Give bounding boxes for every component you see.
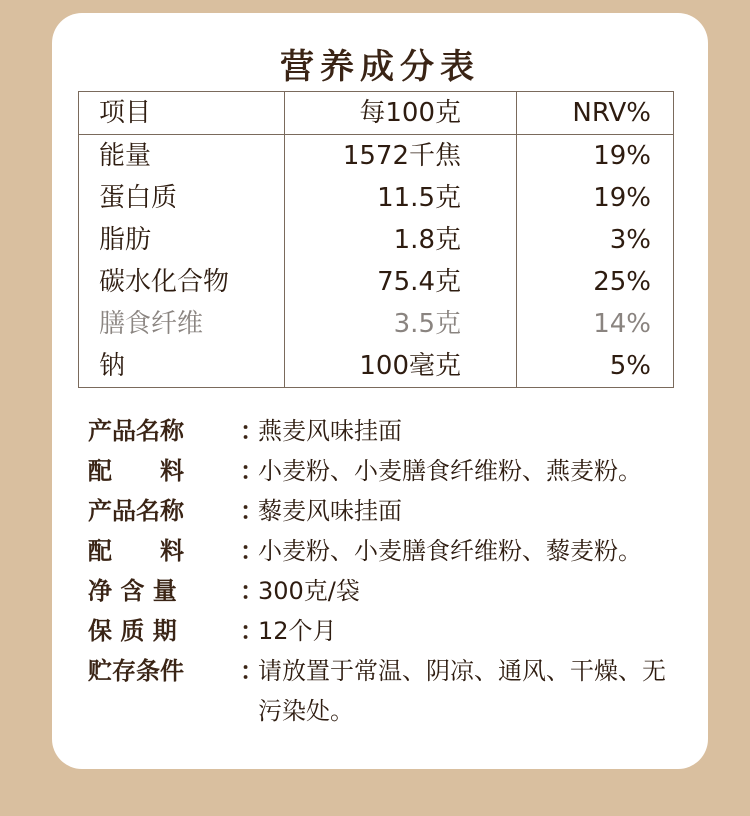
nutrition-table bbox=[78, 91, 674, 388]
info-colon: ： bbox=[240, 577, 264, 605]
info-colon: ： bbox=[240, 617, 264, 645]
info-row-ingredients bbox=[88, 531, 688, 571]
info-label: 保 质 期 bbox=[88, 617, 177, 645]
row-nrv: 25% bbox=[593, 267, 651, 297]
row-nrv: 3% bbox=[609, 225, 651, 255]
page-title: 营养成分表 bbox=[280, 47, 480, 87]
row-per100g: 3.5克 bbox=[393, 309, 461, 339]
row-nrv: 14% bbox=[593, 309, 651, 339]
row-per100g: 11.5克 bbox=[377, 183, 461, 213]
info-value: 燕麦风味挂面 bbox=[258, 417, 402, 445]
info-value: 12个月 bbox=[258, 617, 337, 645]
row-per100g: 1.8克 bbox=[393, 225, 461, 255]
row-item: 脂肪 bbox=[99, 225, 152, 255]
table-row bbox=[79, 177, 673, 219]
info-colon: ： bbox=[240, 457, 264, 485]
table-row bbox=[79, 135, 673, 177]
table-row bbox=[79, 219, 673, 261]
row-per100g: 100毫克 bbox=[359, 351, 461, 381]
row-nrv: 5% bbox=[609, 351, 651, 381]
info-row-product-name bbox=[88, 491, 688, 531]
row-nrv: 19% bbox=[593, 141, 651, 171]
table-row bbox=[79, 261, 673, 303]
info-value: 请放置于常温、阴凉、通风、干燥、无污染处。 bbox=[258, 657, 666, 725]
row-item: 蛋白质 bbox=[99, 183, 178, 213]
info-row-shelf-life bbox=[88, 611, 688, 651]
info-value: 藜麦风味挂面 bbox=[258, 497, 402, 525]
row-nrv: 19% bbox=[593, 183, 651, 213]
info-label: 贮存条件 bbox=[88, 657, 184, 685]
info-colon: ： bbox=[240, 417, 264, 445]
info-label: 净 含 量 bbox=[88, 577, 177, 605]
header-nrv: NRV% bbox=[572, 98, 651, 128]
table-header-row bbox=[79, 92, 673, 134]
header-per100g: 每100克 bbox=[359, 98, 461, 128]
info-colon: ： bbox=[240, 497, 264, 525]
info-row-product-name bbox=[88, 411, 688, 451]
row-item: 能量 bbox=[99, 141, 152, 171]
row-per100g: 1572千焦 bbox=[342, 141, 461, 171]
row-per100g: 75.4克 bbox=[377, 267, 461, 297]
info-colon: ： bbox=[240, 657, 264, 685]
table-row bbox=[79, 303, 673, 345]
info-row-net-content bbox=[88, 571, 688, 611]
info-value: 小麦粉、小麦膳食纤维粉、藜麦粉。 bbox=[258, 537, 642, 565]
info-row-storage bbox=[88, 651, 688, 733]
info-row-ingredients bbox=[88, 451, 688, 491]
info-label: 产品名称 bbox=[88, 497, 184, 525]
row-item: 碳水化合物 bbox=[99, 267, 230, 297]
info-value: 300克/袋 bbox=[258, 577, 360, 605]
row-item: 钠 bbox=[99, 351, 126, 381]
row-item: 膳食纤维 bbox=[99, 309, 204, 339]
info-colon: ： bbox=[240, 537, 264, 565]
info-value: 小麦粉、小麦膳食纤维粉、燕麦粉。 bbox=[258, 457, 642, 485]
table-row bbox=[79, 345, 673, 387]
info-label: 产品名称 bbox=[88, 417, 184, 445]
product-info bbox=[88, 411, 688, 733]
nutrition-card bbox=[52, 13, 708, 769]
info-label: 配 料 bbox=[88, 457, 184, 485]
header-item: 项目 bbox=[99, 98, 152, 128]
info-label: 配 料 bbox=[88, 537, 184, 565]
